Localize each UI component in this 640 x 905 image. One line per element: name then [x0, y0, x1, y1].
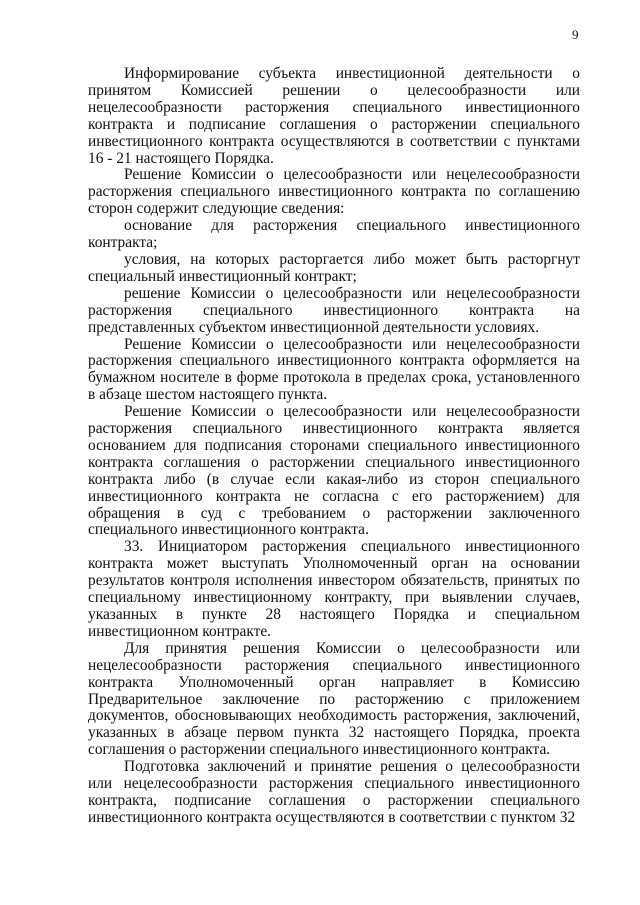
paragraph-submission: Для принятия решения Комиссии о целесообразности или нецелесообразности расторжения специального инвестиционного контракта Уполномоченный орган направляет в Комиссию Предварительное заключение по расторжению с приложением документов, обосновывающих необходимость расторжения, заключений, указанных в абзаце первом пункта 32 настоящего Порядка, проекта соглашения о расторжении специального инвестиционного контракта. — [88, 639, 580, 759]
paragraph-decision-contents: Решение Комиссии о целесообразности или нецелесообразности расторжения специального инвестиционного контракта по соглашению сторон содержит следующие сведения: — [88, 166, 580, 218]
paragraph-grounds: основание для расторжения специального инвестиционного контракта; — [88, 217, 580, 252]
paragraph-preparation: Подготовка заключений и принятие решения о целесообразности или нецелесообразности расторжения специального инвестиционного контракта, подписание соглашения о расторжении специального инвестиционного контракта осуществляются в соответствии с пунктом 32 — [88, 758, 580, 826]
page-number: 9 — [572, 27, 579, 42]
paragraph-commission-decision: решение Комиссии о целесообразности или нецелесообразности расторжения специального инвестиционного контракта на представленных субъектом инвестиционной деятельности условиях. — [88, 284, 580, 336]
document-body — [88, 66, 580, 827]
paragraph-basis-for-signing: Решение Комиссии о целесообразности или нецелесообразности расторжения специального инвестиционного контракта является основанием для подписания сторонами специального инвестиционного контракта соглашения о расторжении специального инвестиционного контракта либо (в случае если какая-либо из сторон специального инвестиционного контракта не согласна с его расторжением) для обращения в суд с требованием о расторжении заключенного специального инвестиционного контракта. — [88, 403, 580, 539]
paragraph-conditions: условия, на которых расторгается либо может быть расторгнут специальный инвестиционный контракт; — [88, 250, 580, 285]
paragraph-item-33: 33. Инициатором расторжения специального инвестиционного контракта может выступать Уполномоченный орган на основании результатов контроля исполнения инвестором обязательств, принятых по специальному инвестиционному контракту, при выявлении случаев, указанных в пункте 28 настоящего Порядка и специальном инвестиционном контракте. — [88, 538, 580, 640]
paragraph-protocol: Решение Комиссии о целесообразности или нецелесообразности расторжения специального инвестиционного контракта оформляется на бумажном носителе в форме протокола в пределах срока, установленного в абзаце шестом настоящего пункта. — [88, 335, 580, 404]
paragraph-informing: Информирование субъекта инвестиционной деятельности о принятом Комиссией решении о целесообразности или нецелесообразности расторжения специального инвестиционного контракта и подписание соглашения о расторжении специального инвестиционного контракта осуществляются в соответствии с пунктами 16 - 21 настоящего Порядка. — [88, 65, 580, 167]
